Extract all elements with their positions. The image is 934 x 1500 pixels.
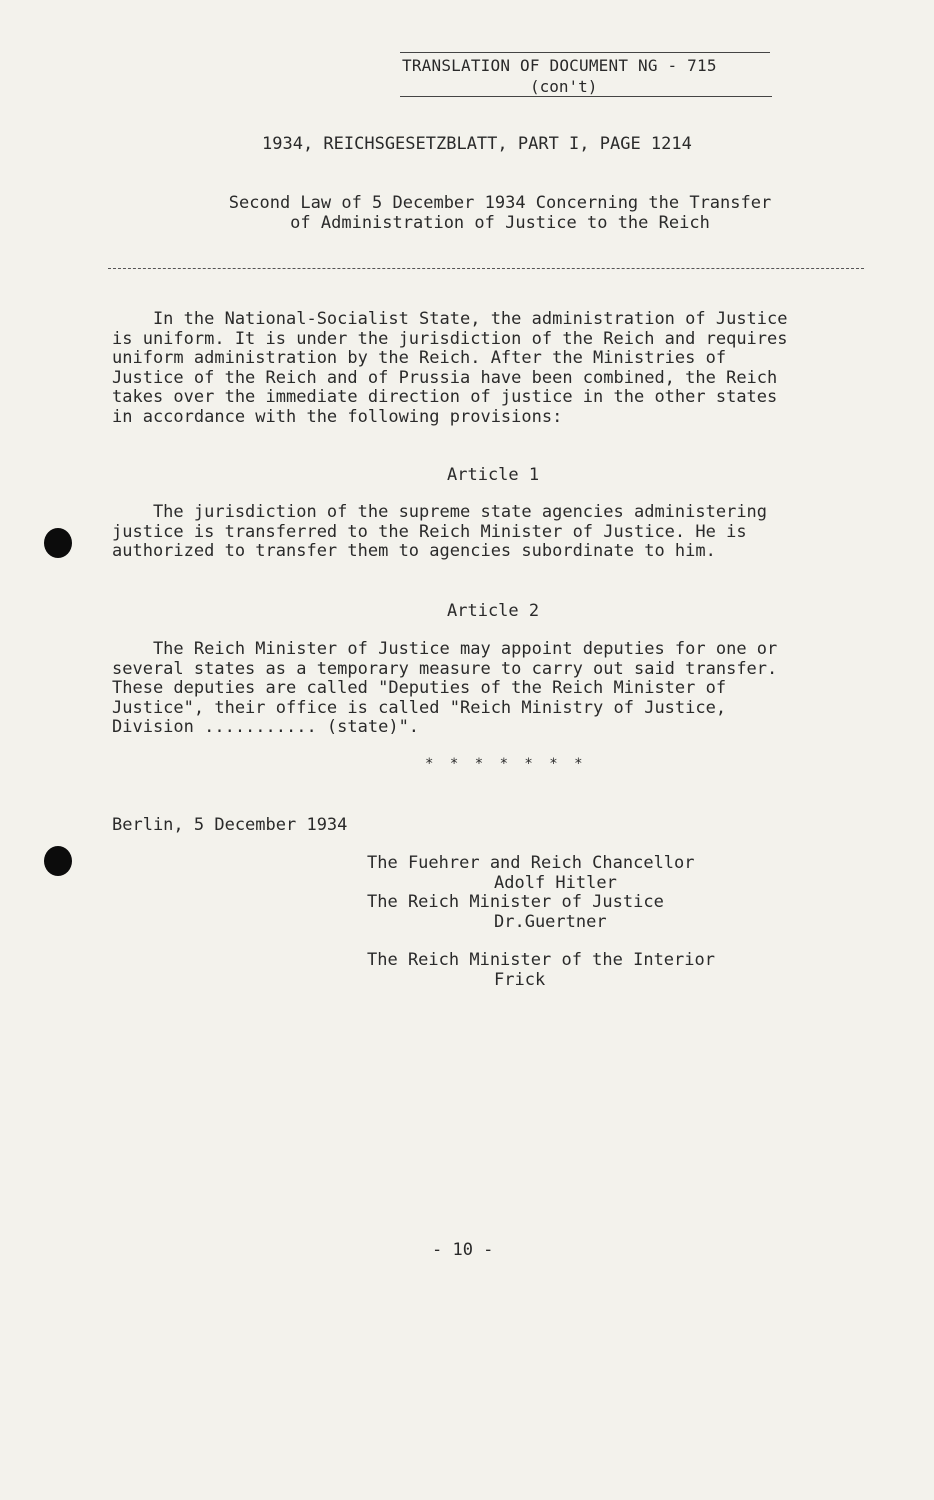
- preamble-paragraph: In the National-Socialist State, the administration of Justice is uniform. It is under the jurisdiction of the Reich and requires uniform administration by the Reich. After the Ministries of Justice of the Reich and of Prussia have been combined, the Reich takes over the immediate direction of justice in the other states in accordance with the following provisions:: [112, 309, 788, 427]
- article-2-text: The Reich Minister of Justice may appoint deputies for one or several states as a temporary measure to carry out said transfer. These deputies are called "Deputies of the Reich Minister of Justice", their office is called "Reich Ministry of Justice, Division ........... (state)".: [112, 639, 778, 738]
- header-subtitle: (con't): [530, 77, 598, 96]
- separator-stars: * * * * * * *: [425, 756, 587, 772]
- signatory-2-role: The Reich Minister of Justice: [367, 892, 664, 912]
- signatory-1-role: The Fuehrer and Reich Chancellor: [367, 853, 695, 873]
- signatory-3-role: The Reich Minister of the Interior: [367, 950, 715, 970]
- source-citation: 1934, REICHSGESETZBLATT, PART I, PAGE 1214: [262, 134, 692, 154]
- place-date: Berlin, 5 December 1934: [112, 815, 348, 835]
- punch-hole-upper: [44, 528, 72, 558]
- article-2-heading: Article 2: [447, 601, 540, 621]
- header-rule-bottom: [400, 96, 772, 97]
- law-title: [150, 193, 850, 233]
- header-rule-top: [400, 52, 770, 53]
- law-title-line-1: Second Law of 5 December 1934 Concerning the Transfer: [228, 193, 772, 213]
- section-divider: [108, 268, 864, 269]
- article-1-heading: Article 1: [447, 465, 540, 485]
- signatory-3-name: Frick: [494, 970, 546, 990]
- page-number: - 10 -: [432, 1240, 494, 1260]
- header-title: TRANSLATION OF DOCUMENT NG - 715: [402, 56, 717, 75]
- punch-hole-lower: [44, 846, 72, 876]
- signatory-1-name: Adolf Hitler: [494, 873, 617, 893]
- law-title-line-2: of Administration of Justice to the Reich: [290, 213, 710, 233]
- article-1-text: The jurisdiction of the supreme state agencies administering justice is transferred to the Reich Minister of Justice. He is authorized to transfer them to agencies subordinate to him.: [112, 502, 768, 562]
- signatory-2-name: Dr.Guertner: [494, 912, 607, 932]
